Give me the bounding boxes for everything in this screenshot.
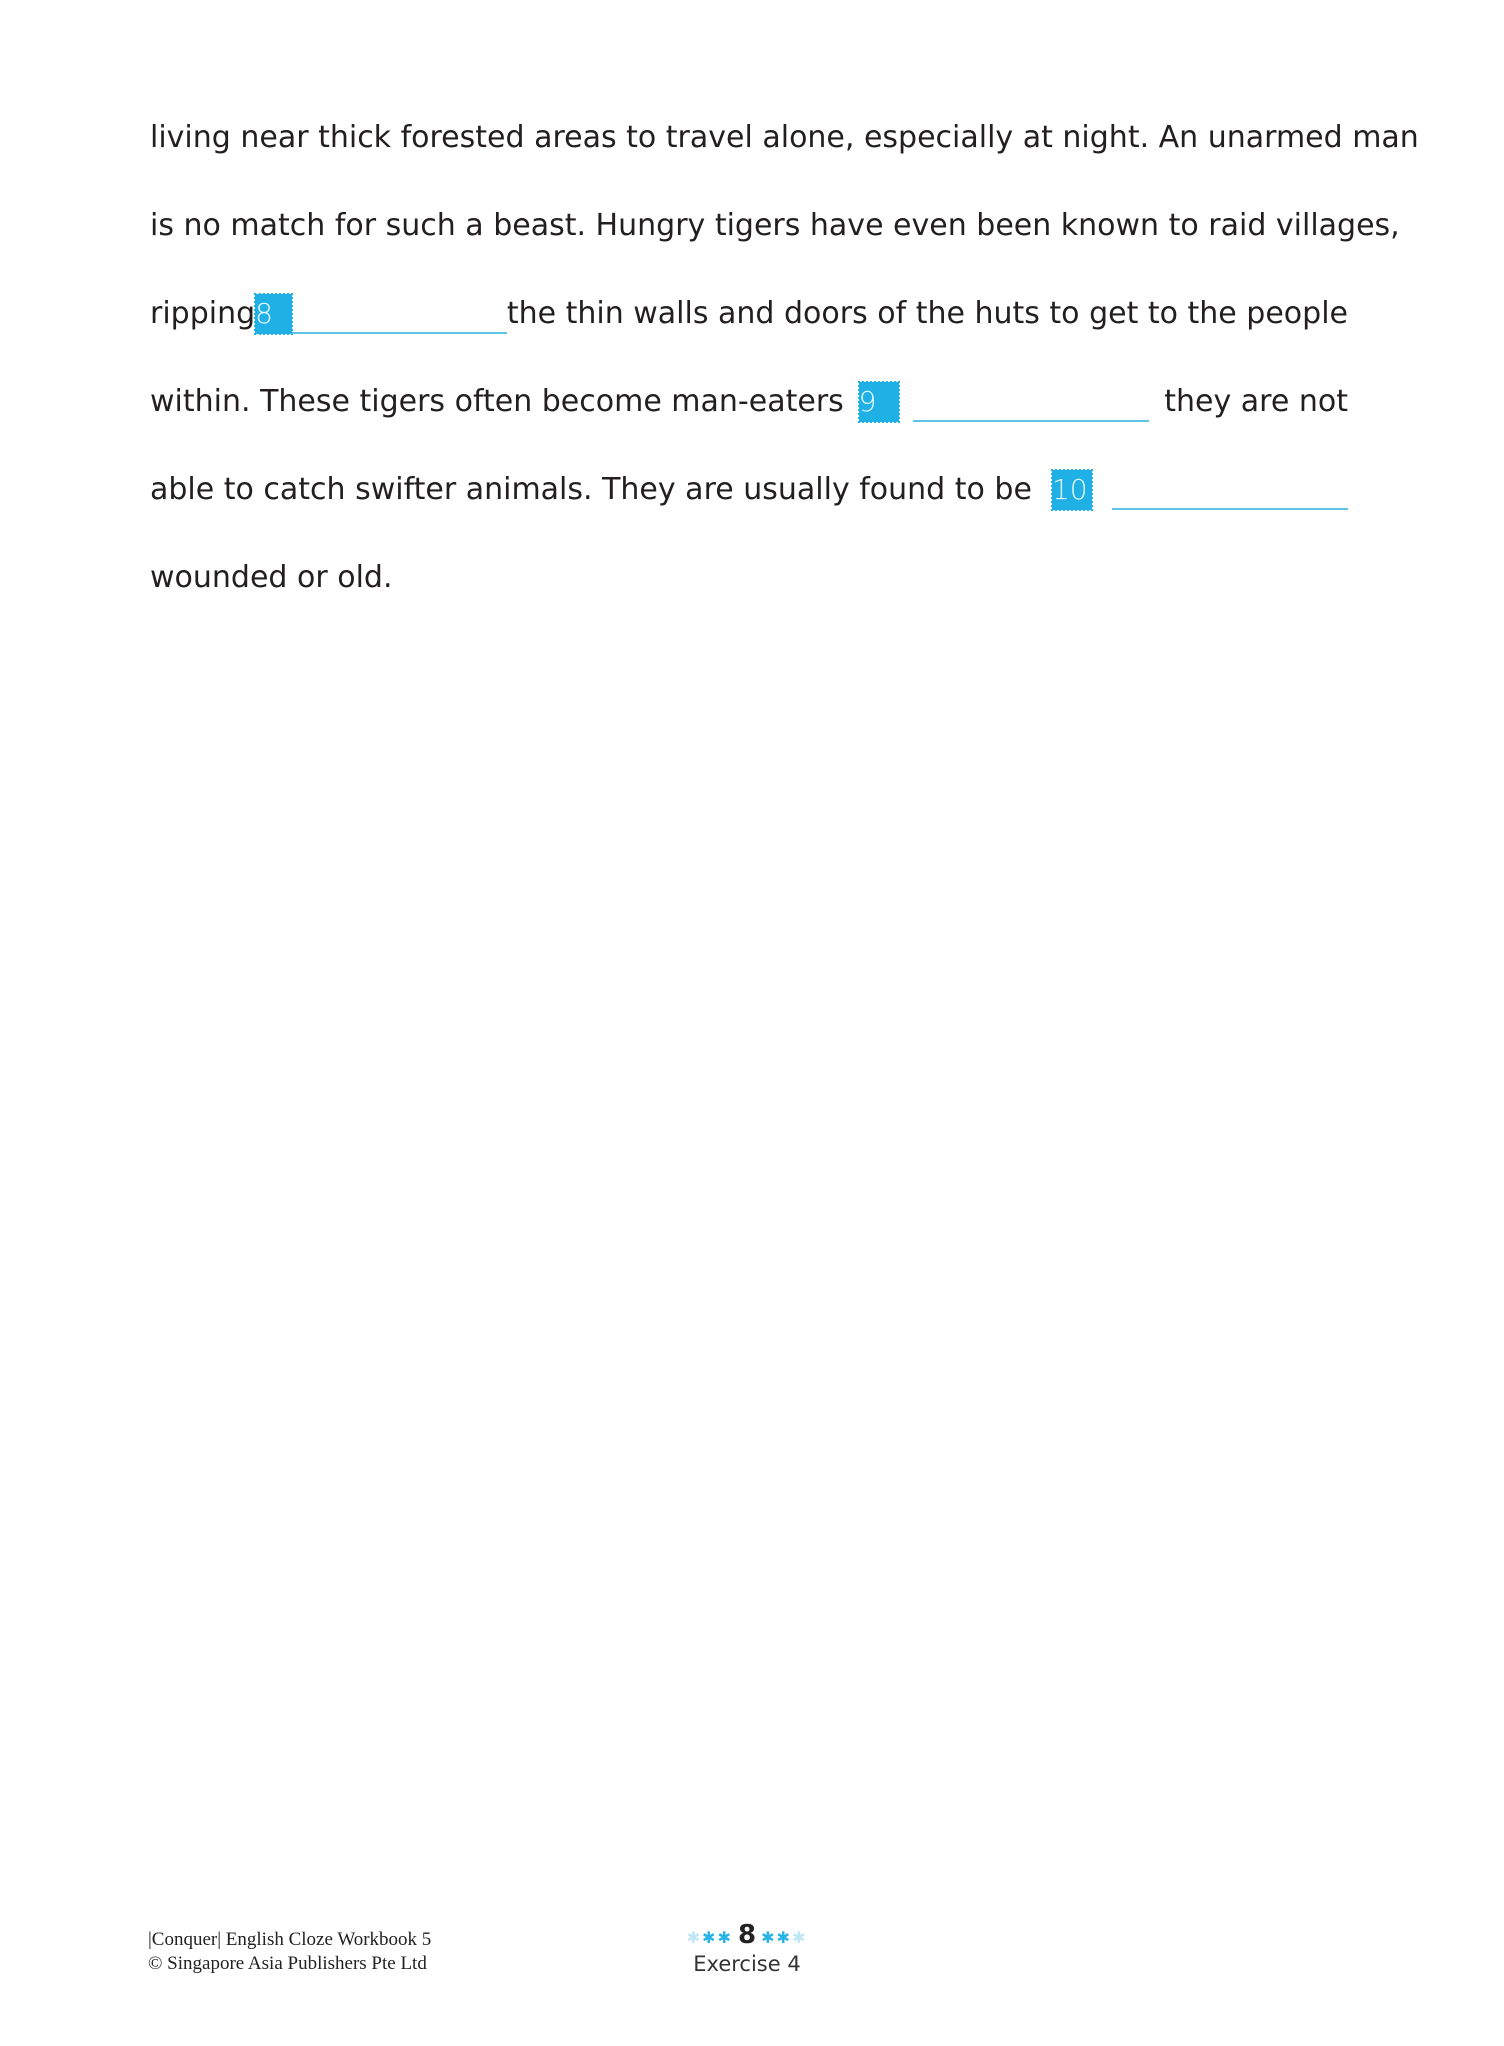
answer-blank-9[interactable] bbox=[913, 390, 1149, 422]
book-title: |Conquer| English Cloze Workbook 5 bbox=[148, 1929, 432, 1950]
passage-text: able to catch swifter animals. They are usually found to be bbox=[150, 472, 1032, 507]
passage-text: within. These tigers often become man-eaters bbox=[150, 384, 844, 419]
question-number-badge: 9 bbox=[859, 382, 899, 422]
answer-blank-10[interactable] bbox=[1112, 478, 1348, 510]
passage-line-4 bbox=[150, 382, 1348, 422]
question-number-badge: 8 bbox=[255, 294, 291, 334]
passage-text: ripping bbox=[150, 296, 256, 331]
passage-line-2: is no match for such a beast. Hungry tigers have even been known to raid villages, bbox=[150, 208, 1400, 243]
passage-line-1: living near thick forested areas to travel alone, especially at night. An unarmed man bbox=[150, 120, 1419, 155]
decorative-stars-icon: ✱✱✱ bbox=[761, 1928, 808, 1947]
passage-text: they are not bbox=[1164, 384, 1348, 419]
passage-line-5 bbox=[150, 470, 1348, 510]
question-number-badge: 10 bbox=[1052, 470, 1092, 510]
copyright: © Singapore Asia Publishers Pte Ltd bbox=[148, 1953, 427, 1974]
passage-line-3 bbox=[150, 294, 1348, 334]
passage-text: the thin walls and doors of the huts to get to the people bbox=[506, 296, 1348, 331]
footer-publisher bbox=[148, 1928, 431, 1976]
answer-blank-8[interactable] bbox=[292, 302, 507, 334]
decorative-stars-icon: ✱✱✱ bbox=[686, 1928, 733, 1947]
passage-line-6: wounded or old. bbox=[150, 560, 393, 595]
page-number: 8 bbox=[737, 1920, 757, 1950]
footer-page-info bbox=[647, 1920, 847, 1976]
exercise-label: Exercise 4 bbox=[693, 1952, 801, 1976]
